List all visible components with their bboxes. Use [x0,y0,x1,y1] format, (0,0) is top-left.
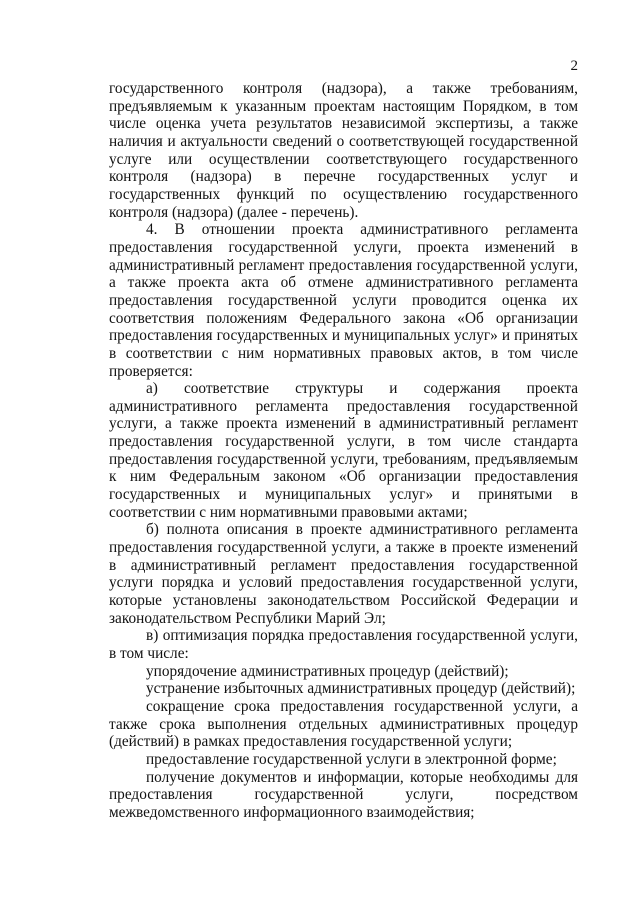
paragraph-subitem-v: в) оптимизация порядка предоставления государственной услуги, в том числе: [109,627,578,662]
paragraph-list-ordering: упорядочение административных процедур (действий); [146,662,509,680]
page-number: 2 [570,58,578,74]
paragraph-list-electronic: предоставление государственной услуги в электронной форме; [146,750,557,768]
paragraph-continuation: государственного контроля (надзора), а также требованиям, предъявляемым к указанным проектам настоящим Порядком, в том числе оценка учета результатов независимой экспертизы, а также наличия и актуальности сведений о соответствующей государственной услуге или осуществлении соответствующего государственного контроля (надзора) в перечне государственных услуг и государственных функций по осуществлению государственного контроля (надзора) (далее - перечень). [109,80,578,221]
paragraph-list-documents: получение документов и информации, которые необходимы для предоставления государственной услуги, посредством межведомственного информационного взаимодействия; [109,768,578,821]
document-body [109,80,578,822]
paragraph-subitem-a: а) соответствие структуры и содержания проекта административного регламента предоставления государственной услуги, а также проекта изменений в административный регламент предоставления государственной услуги, в том числе стандарта предоставления государственной услуги, требованиям, предъявляемым к ним Федеральным законом «Об организации предоставления государственных и муниципальных услуг» и принятыми в соответствии с ним нормативными правовыми актами; [109,380,578,521]
paragraph-list-reduction: сокращение срока предоставления государственной услуги, а также срока выполнения отдельных административных процедур (действий) в рамках предоставления государственной услуги; [109,697,578,751]
paragraph-item-4: 4. В отношении проекта административного регламента предоставления государственной услуги, проекта изменений в административный регламент предоставления государственной услуги, а также проекта акта об отмене административного регламента предоставления государственной услуги проводится оценка их соответствия положениям Федерального закона «Об организации предоставления государственных и муниципальных услуг» и принятых в соответствии с ним нормативных правовых актов, в том числе проверяется: [109,221,578,380]
paragraph-list-elimination: устранение избыточных административных процедур (действий); [146,680,576,698]
paragraph-subitem-b: б) полнота описания в проекте административного регламента предоставления государственной услуги, а также в проекте изменений в административный регламент предоставления государственной услуги порядка и условий предоставления государственной услуги, которые установлены законодательством Российской Федерации и законодательством Республики Марий Эл; [109,521,578,627]
